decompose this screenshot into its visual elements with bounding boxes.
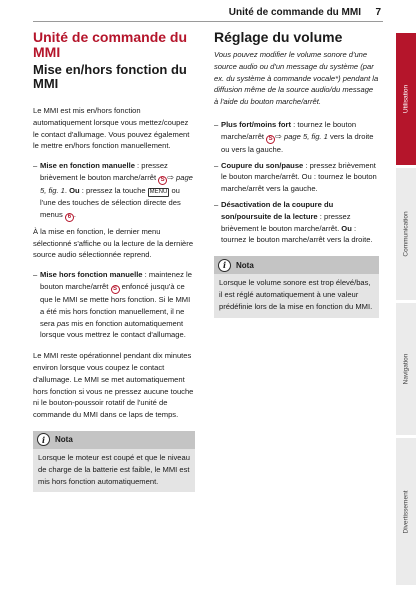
label-mute: Coupure du son/pause <box>221 160 304 170</box>
text: : pressez la touche <box>79 185 148 195</box>
tab-label: Divertissement <box>402 490 410 533</box>
section-heading: Unité de commande du MMI <box>33 29 188 60</box>
tab-label: Navigation <box>402 353 410 385</box>
or-label: Ou <box>69 185 80 195</box>
text: : tournez le bouton marche/arrêt vers la droite. <box>221 223 373 245</box>
running-header <box>33 0 383 22</box>
power-button-icon: S <box>111 285 120 294</box>
header-title: Unité de commande du MMI <box>228 7 361 18</box>
tab-utilisation[interactable] <box>396 33 416 165</box>
emphasis: pas <box>56 318 70 328</box>
list-item-mute <box>214 160 379 195</box>
note-box <box>33 431 195 492</box>
page-number: 7 <box>375 7 381 18</box>
text: enfoncé jusqu'à ce que le MMI se mette hors fonction. Si le MMI a été mis hors fonction manuellement, il ne sera <box>40 281 191 328</box>
or-label: Ou <box>341 223 352 233</box>
text: : pressez brièvement le bouton marche/arrêt <box>40 161 168 182</box>
arrow-right-icon: ⇨ <box>167 172 174 182</box>
paragraph-volume-intro: Vous pouvez modifier le volume sonore d'une source audio ou d'un message du système (par ex. du système à commande vocale*) pendant la diffusion même de la source audio/du message à l'aide du bouton marche/arrêt. <box>214 50 379 107</box>
label-louder-softer: Plus fort/moins fort <box>221 119 292 129</box>
label-unmute: Désactivation de la coupure du son/poursuite de la lecture <box>221 199 334 221</box>
label-manual-on: Mise en fonction manuelle <box>40 161 135 171</box>
list-item-manual-on <box>33 160 195 222</box>
menu-button-icon: 6 <box>65 213 74 222</box>
paragraph-timeout: Le MMI reste opérationnel pendant dix minutes environ lorsque vous coupez le contact d'allumage. Le MMI se met automatiquement hors fonction si vous ne pressez aucune touche ni le bouton-poussoir rotatif de l'unité de commande du MMI dans ce laps de temps. <box>33 351 194 420</box>
page-reference: page 5, fig. 1 <box>281 131 328 141</box>
note-box-volume <box>214 256 379 317</box>
list-item-louder-softer <box>214 119 379 156</box>
tab-label: Utilisation <box>402 84 410 114</box>
section-subheading: Mise en/hors fonction du MMI <box>33 62 187 91</box>
text: vers la droite ou vers la gauche. <box>221 131 374 154</box>
left-column <box>33 30 195 492</box>
info-icon: i <box>218 259 231 272</box>
text: . <box>64 185 70 195</box>
power-button-icon: S <box>158 176 167 185</box>
menu-key-icon: MENU <box>149 188 168 195</box>
note-header <box>33 431 195 449</box>
list-item-manual-off <box>33 269 195 341</box>
text: mis en fonction automatiquement lorsque vous mettrez le contact d'allumage. <box>40 318 186 340</box>
note-title: Nota <box>55 435 73 445</box>
tab-label: Communication <box>402 211 410 257</box>
section-heading-volume: Réglage du volume <box>214 29 343 45</box>
note-title: Nota <box>236 260 254 270</box>
paragraph-intro: Le MMI est mis en/hors fonction automatiquement lorsque vous mettez/coupez le contact d'allumage. Vous pouvez également le mettre en/hors fonction manuellement. <box>33 106 190 151</box>
info-icon: i <box>37 433 50 446</box>
text: : maintenez le bouton marche/arrêt <box>40 270 192 291</box>
text: : pressez brièvement le bouton marche/arrêt. <box>221 211 351 233</box>
list-item-unmute <box>214 199 379 246</box>
note-header <box>214 256 379 274</box>
note-text: Lorsque le volume sonore est trop élevé/bas, il est réglé automatiquement à une valeur prédéfinie lors de la mise en fonction du MMI. <box>219 278 373 311</box>
tab-navigation[interactable] <box>396 303 416 435</box>
note-text: Lorsque le moteur est coupé et que le niveau de charge de la batterie est faible, le MMI est mis hors fonction automatiquement. <box>38 452 190 486</box>
arrow-right-icon: ⇨ <box>275 131 282 141</box>
right-column <box>214 30 379 318</box>
text: . <box>73 209 77 219</box>
power-button-icon: S <box>266 135 275 144</box>
text: ou l'une des touches de sélection directe des menus <box>40 185 181 219</box>
text: : tournez le bouton marche/arrêt <box>221 119 357 141</box>
tab-communication[interactable] <box>396 168 416 300</box>
label-manual-off: Mise hors fonction manuelle <box>40 270 143 280</box>
paragraph-activation: À la mise en fonction, le dernier menu sélectionné s'affiche ou la lecture de la dernière source audio sélectionnée reprend. <box>33 226 194 260</box>
tab-divertissement[interactable] <box>396 438 416 585</box>
text: : pressez brièvement le bouton marche/arrêt. Ou : tournez le bouton marche/arrêt vers la gauche. <box>221 160 377 194</box>
page-reference: page 5, fig. 1 <box>40 172 193 195</box>
